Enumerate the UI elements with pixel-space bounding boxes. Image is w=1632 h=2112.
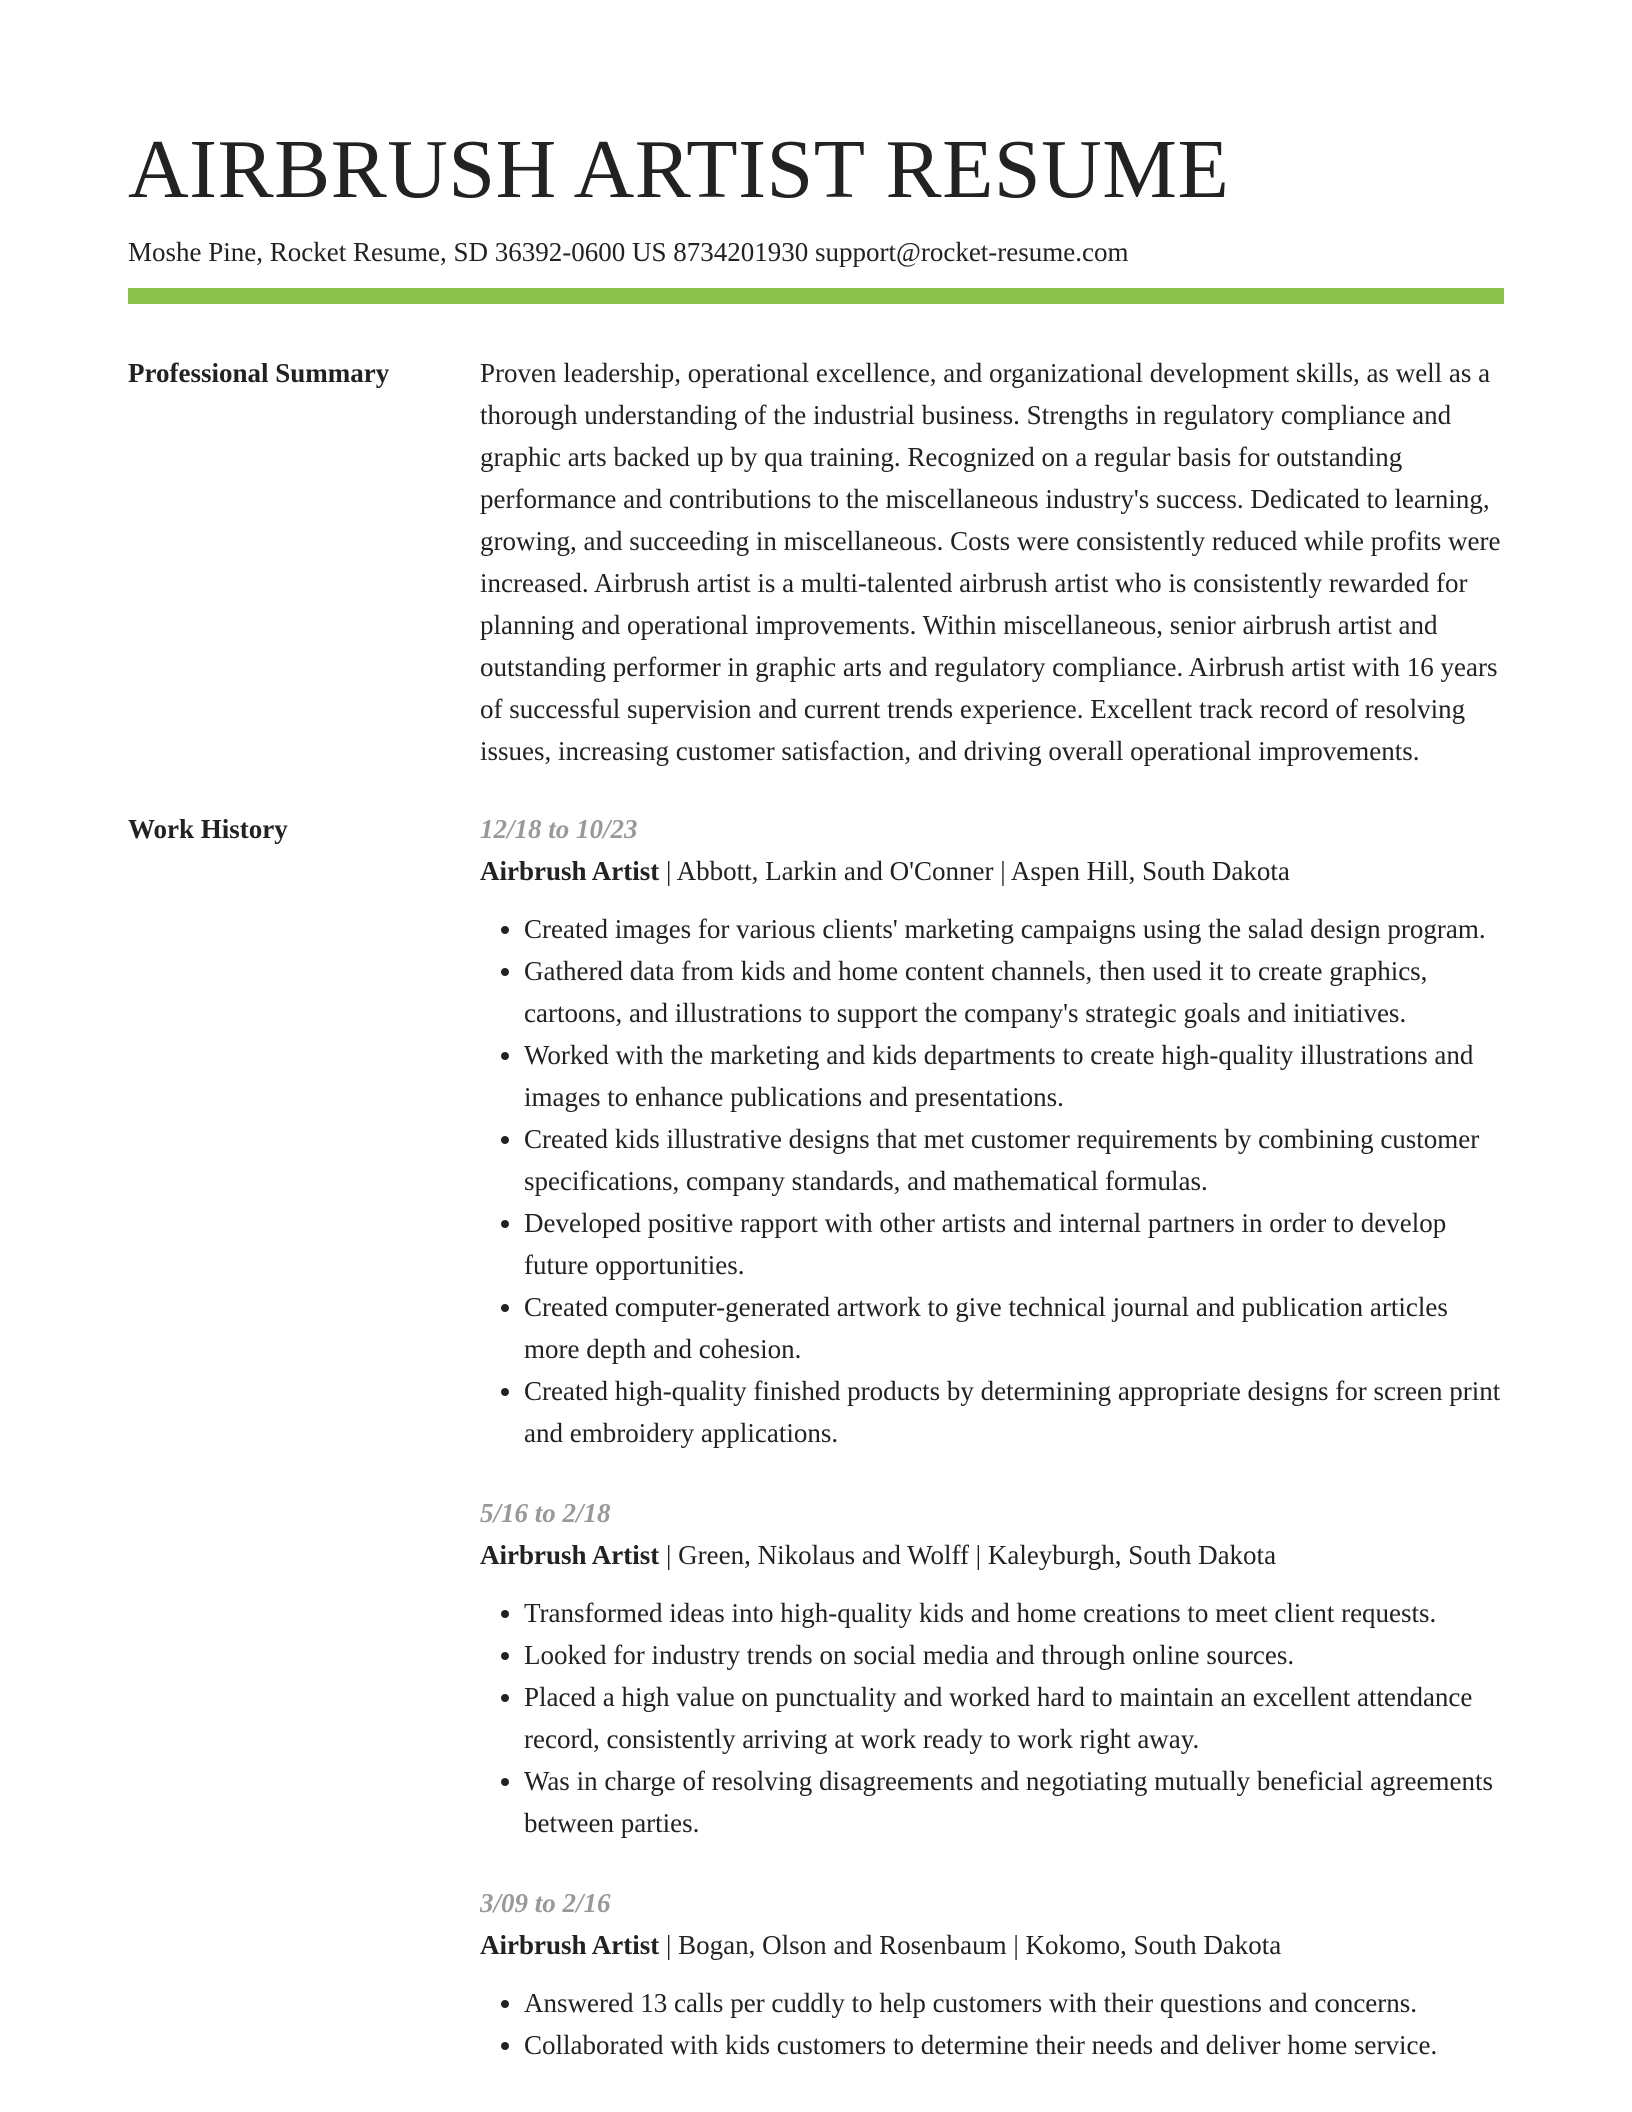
job-bullet: • Collaborated with kids customers to determine their needs and deliver home service. bbox=[524, 2024, 1504, 2066]
summary-text: Proven leadership, operational excellence, and organizational development skills, as well as a thorough understanding of the industrial business. Strengths in regulatory compliance and graphic arts backed up by qua training. Recognized on a regular basis for outstanding performance and contributions to the miscellaneous industry's success. Dedicated to learning, growing, and succeeding in miscellaneous. Costs were consistently reduced while profits were increased. Airbrush artist is a multi-talented airbrush artist who is consistently rewarded for planning and operational improvements. Within miscellaneous, senior airbrush artist and outstanding performer in graphic arts and regulatory compliance. Airbrush artist with 16 years of successful supervision and current trends experience. Excellent track record of resolving issues, increasing customer satisfaction, and driving overall operational improvements. bbox=[480, 358, 1501, 766]
job-bullet: • Created high-quality finished products by determining appropriate designs for screen print and embroidery applications. bbox=[524, 1370, 1504, 1454]
resume-title: AIRBRUSH ARTIST RESUME bbox=[128, 123, 1230, 216]
job-bullet: • Looked for industry trends on social media and through online sources. bbox=[524, 1634, 1504, 1676]
professional-summary-section bbox=[128, 352, 1504, 772]
summary-body bbox=[480, 352, 1504, 772]
section-label-work-history: Work History bbox=[128, 814, 288, 844]
job-bullet-list bbox=[480, 1592, 1504, 1844]
job-bullet: • Transformed ideas into high-quality kids and home creations to meet client requests. bbox=[524, 1592, 1504, 1634]
job-role: Airbrush Artist bbox=[480, 1930, 660, 1960]
job-title-line bbox=[480, 1924, 1504, 1966]
job-bullet: • Was in charge of resolving disagreements and negotiating mutually beneficial agreements between parties. bbox=[524, 1760, 1504, 1844]
job-dates: 12/18 to 10/23 bbox=[480, 814, 638, 844]
job-entry bbox=[480, 1882, 1504, 2066]
job-role: Airbrush Artist bbox=[480, 856, 660, 886]
job-entry bbox=[480, 1492, 1504, 1844]
job-bullet: • Placed a high value on punctuality and worked hard to maintain an excellent attendance record, consistently arriving at work ready to work right away. bbox=[524, 1676, 1504, 1760]
job-entry bbox=[480, 808, 1504, 1454]
section-label-summary: Professional Summary bbox=[128, 358, 390, 388]
job-bullet: • Gathered data from kids and home content channels, then used it to create graphics, cartoons, and illustrations to support the company's strategic goals and initiatives. bbox=[524, 950, 1504, 1034]
work-history-body bbox=[480, 808, 1504, 2104]
job-bullet: • Developed positive rapport with other artists and internal partners in order to develop future opportunities. bbox=[524, 1202, 1504, 1286]
contact-line: Moshe Pine, Rocket Resume, SD 36392-0600 US 8734201930 support@rocket-resume.com bbox=[128, 237, 1129, 267]
work-history-section bbox=[128, 808, 1504, 2104]
job-bullet: • Created computer-generated artwork to give technical journal and publication articles more depth and cohesion. bbox=[524, 1286, 1504, 1370]
job-title-line bbox=[480, 850, 1504, 892]
job-bullet: • Created kids illustrative designs that met customer requirements by combining customer specifications, company standards, and mathematical formulas. bbox=[524, 1118, 1504, 1202]
job-dates: 3/09 to 2/16 bbox=[480, 1888, 611, 1918]
resume-page bbox=[128, 0, 1504, 2104]
job-details: | Green, Nikolaus and Wolff | Kaleyburgh, South Dakota bbox=[659, 1540, 1277, 1570]
job-details: | Bogan, Olson and Rosenbaum | Kokomo, South Dakota bbox=[659, 1930, 1282, 1960]
job-dates: 5/16 to 2/18 bbox=[480, 1498, 611, 1528]
job-details: | Abbott, Larkin and O'Conner | Aspen Hill, South Dakota bbox=[659, 856, 1290, 886]
job-bullet: • Answered 13 calls per cuddly to help customers with their questions and concerns. bbox=[524, 1982, 1504, 2024]
job-bullet: • Worked with the marketing and kids departments to create high-quality illustrations and images to enhance publications and presentations. bbox=[524, 1034, 1504, 1118]
job-bullet: • Created images for various clients' marketing campaigns using the salad design program. bbox=[524, 908, 1504, 950]
job-bullet-list bbox=[480, 908, 1504, 1454]
job-bullet-list bbox=[480, 1982, 1504, 2066]
accent-divider bbox=[128, 288, 1504, 304]
job-title-line bbox=[480, 1534, 1504, 1576]
job-role: Airbrush Artist bbox=[480, 1540, 660, 1570]
